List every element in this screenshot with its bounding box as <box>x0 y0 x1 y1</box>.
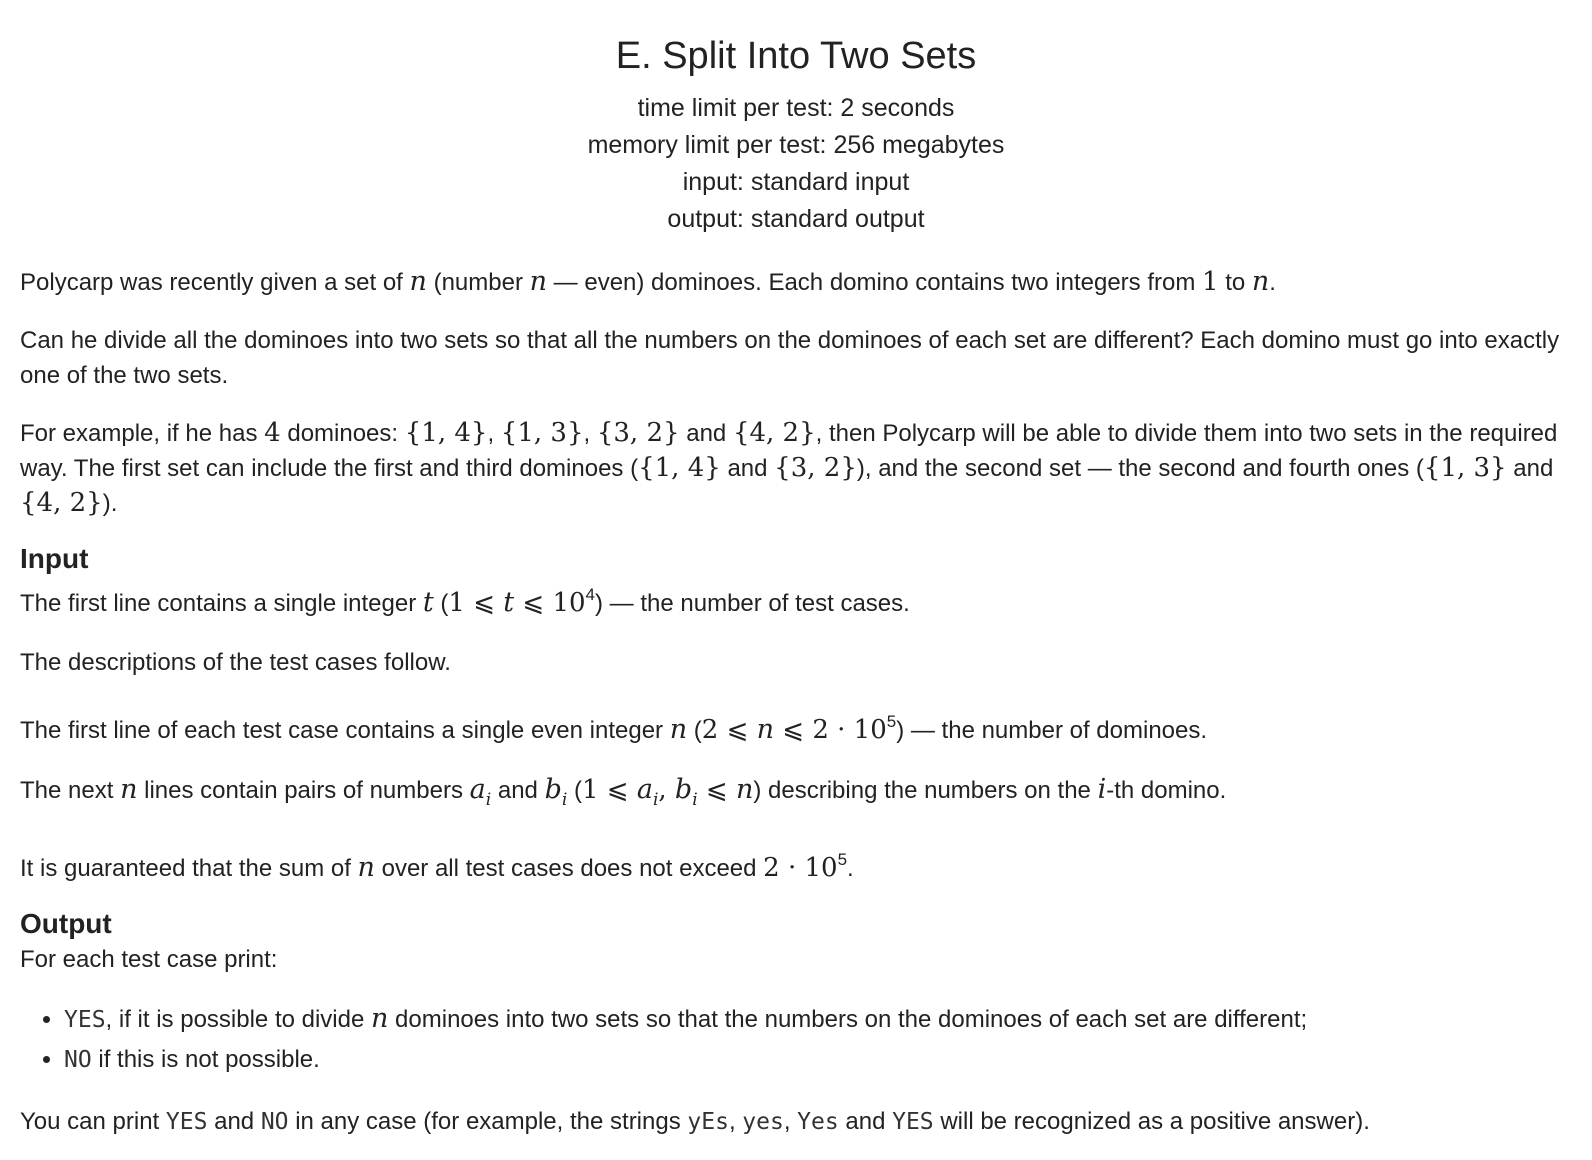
math: , <box>658 775 675 805</box>
output-line-2 <box>20 1104 1572 1140</box>
text: in any case (for example, the strings <box>288 1108 688 1135</box>
math-var: t <box>503 587 515 618</box>
problem-title: E. Split Into Two Sets <box>615 35 977 77</box>
text: if this is not possible. <box>91 1046 320 1073</box>
math-set: {1, 4} <box>404 418 488 448</box>
math-var: n <box>1251 266 1270 297</box>
text: over all test cases does not exceed <box>374 855 764 882</box>
code-text: yEs <box>687 1109 729 1135</box>
text: and <box>838 1108 893 1135</box>
input-line-2: The descriptions of the test cases follow. <box>20 649 451 676</box>
problem-content <box>0 264 1592 1140</box>
text: and <box>491 777 545 804</box>
math-subscript: i <box>485 790 492 810</box>
output-bullet-list <box>20 999 1572 1080</box>
input-spec: input: standard input <box>682 168 910 196</box>
text: and <box>207 1108 261 1135</box>
problem-header <box>0 0 1592 238</box>
code-text: yes <box>742 1109 784 1135</box>
text: , <box>583 420 597 447</box>
code-text: NO <box>260 1109 289 1135</box>
text: and <box>1506 455 1554 482</box>
input-line-5 <box>20 842 1572 886</box>
text: You can print <box>20 1108 166 1135</box>
text: ( <box>567 777 582 804</box>
math-set: {1, 4} <box>638 453 721 483</box>
code-text: YES <box>165 1109 208 1135</box>
text: , <box>783 1108 798 1135</box>
text: The first line contains a single integer <box>20 590 423 617</box>
math-set: {1, 3} <box>1423 453 1507 483</box>
statement-paragraph-2: Can he divide all the dominoes into two sets so that all the numbers on the dominoes of each set are different? Each domino must go into exactly one of the two sets. <box>20 327 1560 389</box>
code-text: YES <box>892 1109 934 1135</box>
math: 2 ⩽ <box>701 715 757 745</box>
text: (number <box>426 269 530 296</box>
text: ) — the number of dominoes. <box>896 717 1208 744</box>
math-exponent: 4 <box>585 585 596 604</box>
math-var: t <box>422 587 434 618</box>
math-subscript: i <box>652 790 659 810</box>
math-subscript: i <box>561 790 568 810</box>
problem-limits <box>0 90 1592 238</box>
math-var: n <box>409 266 427 297</box>
memory-limit: memory limit per test: 256 megabytes <box>587 131 1005 159</box>
math-set: {3, 2} <box>774 453 857 483</box>
input-line-4 <box>20 772 1572 818</box>
math-var: a <box>469 774 486 805</box>
math: 2 · 10 <box>763 853 838 883</box>
math: 1 ⩽ <box>448 588 504 618</box>
text: to <box>1218 269 1252 296</box>
output-spec: output: standard output <box>667 205 925 233</box>
text: . <box>847 855 854 882</box>
math-exponent: 5 <box>837 850 848 869</box>
math-var: b <box>544 774 562 805</box>
text: ), and the second set — the second and fourth ones ( <box>856 455 1424 482</box>
math-var: n <box>120 774 138 805</box>
code-text: Yes <box>797 1109 839 1135</box>
math: ⩽ 10 <box>514 588 586 618</box>
text: The next <box>20 777 121 804</box>
math-set: {3, 2} <box>596 418 680 448</box>
text: , <box>487 420 501 447</box>
math-var: a <box>636 774 653 805</box>
text: lines contain pairs of numbers <box>137 777 470 804</box>
math-var: n <box>756 714 775 745</box>
math-set: {1, 3} <box>500 418 584 448</box>
time-limit: time limit per test: 2 seconds <box>637 94 955 122</box>
text: -th domino. <box>1106 777 1227 804</box>
text: , <box>728 1108 743 1135</box>
code-text: NO <box>64 1047 92 1073</box>
math-num: 4 <box>264 418 281 448</box>
text: ( <box>433 590 449 617</box>
text: ) — the number of test cases. <box>595 590 910 617</box>
math-var: n <box>371 1003 389 1034</box>
input-heading: Input <box>20 543 89 574</box>
input-line-3 <box>20 704 1572 748</box>
math-var: n <box>735 774 754 805</box>
text: For example, if he has <box>20 420 265 447</box>
list-item <box>64 1040 1572 1080</box>
text: and <box>720 455 775 482</box>
math-set: {4, 2} <box>20 488 103 518</box>
statement-paragraph-1 <box>20 264 1572 300</box>
output-line-1: For each test case print: <box>20 946 278 973</box>
text: ( <box>687 717 702 744</box>
text: The first line of each test case contains a single even integer <box>20 717 670 744</box>
math-num: 1 <box>1202 267 1219 297</box>
math: ⩽ 2 · 10 <box>774 715 887 745</box>
text: , if it is possible to divide <box>105 1006 371 1033</box>
math: ⩽ <box>697 775 736 805</box>
input-line-1 <box>20 577 1572 621</box>
output-heading: Output <box>20 908 112 939</box>
math: 1 ⩽ <box>581 775 637 805</box>
text: dominoes into two sets so that the numbers on the dominoes of each set are different; <box>388 1006 1308 1033</box>
text: ). <box>102 490 118 517</box>
math-var: i <box>1097 774 1107 805</box>
text: ) describing the numbers on the <box>753 777 1098 804</box>
code-text: YES <box>64 1007 106 1033</box>
text: — even) dominoes. Each domino contains two integers from <box>547 269 1202 296</box>
math-var: n <box>529 266 548 297</box>
text: . <box>1269 269 1276 296</box>
math-subscript: i <box>692 790 698 810</box>
text: will be recognized as a positive answer). <box>933 1108 1370 1135</box>
math-exponent: 5 <box>886 712 897 731</box>
text: and <box>679 420 733 447</box>
text: , then Polycarp will be able to divide them into two sets in the required way. The first set can include the first and third dominoes ( <box>20 420 1558 482</box>
math-set: {4, 2} <box>732 418 816 448</box>
list-item <box>64 999 1572 1040</box>
text: It is guaranteed that the sum of <box>20 855 358 882</box>
text: Polycarp was recently given a set of <box>20 269 410 296</box>
statement-paragraph-3 <box>20 416 1572 521</box>
text: dominoes: <box>280 420 405 447</box>
math-var: n <box>357 852 375 883</box>
math-var: b <box>674 774 693 805</box>
math-var: n <box>669 714 688 745</box>
